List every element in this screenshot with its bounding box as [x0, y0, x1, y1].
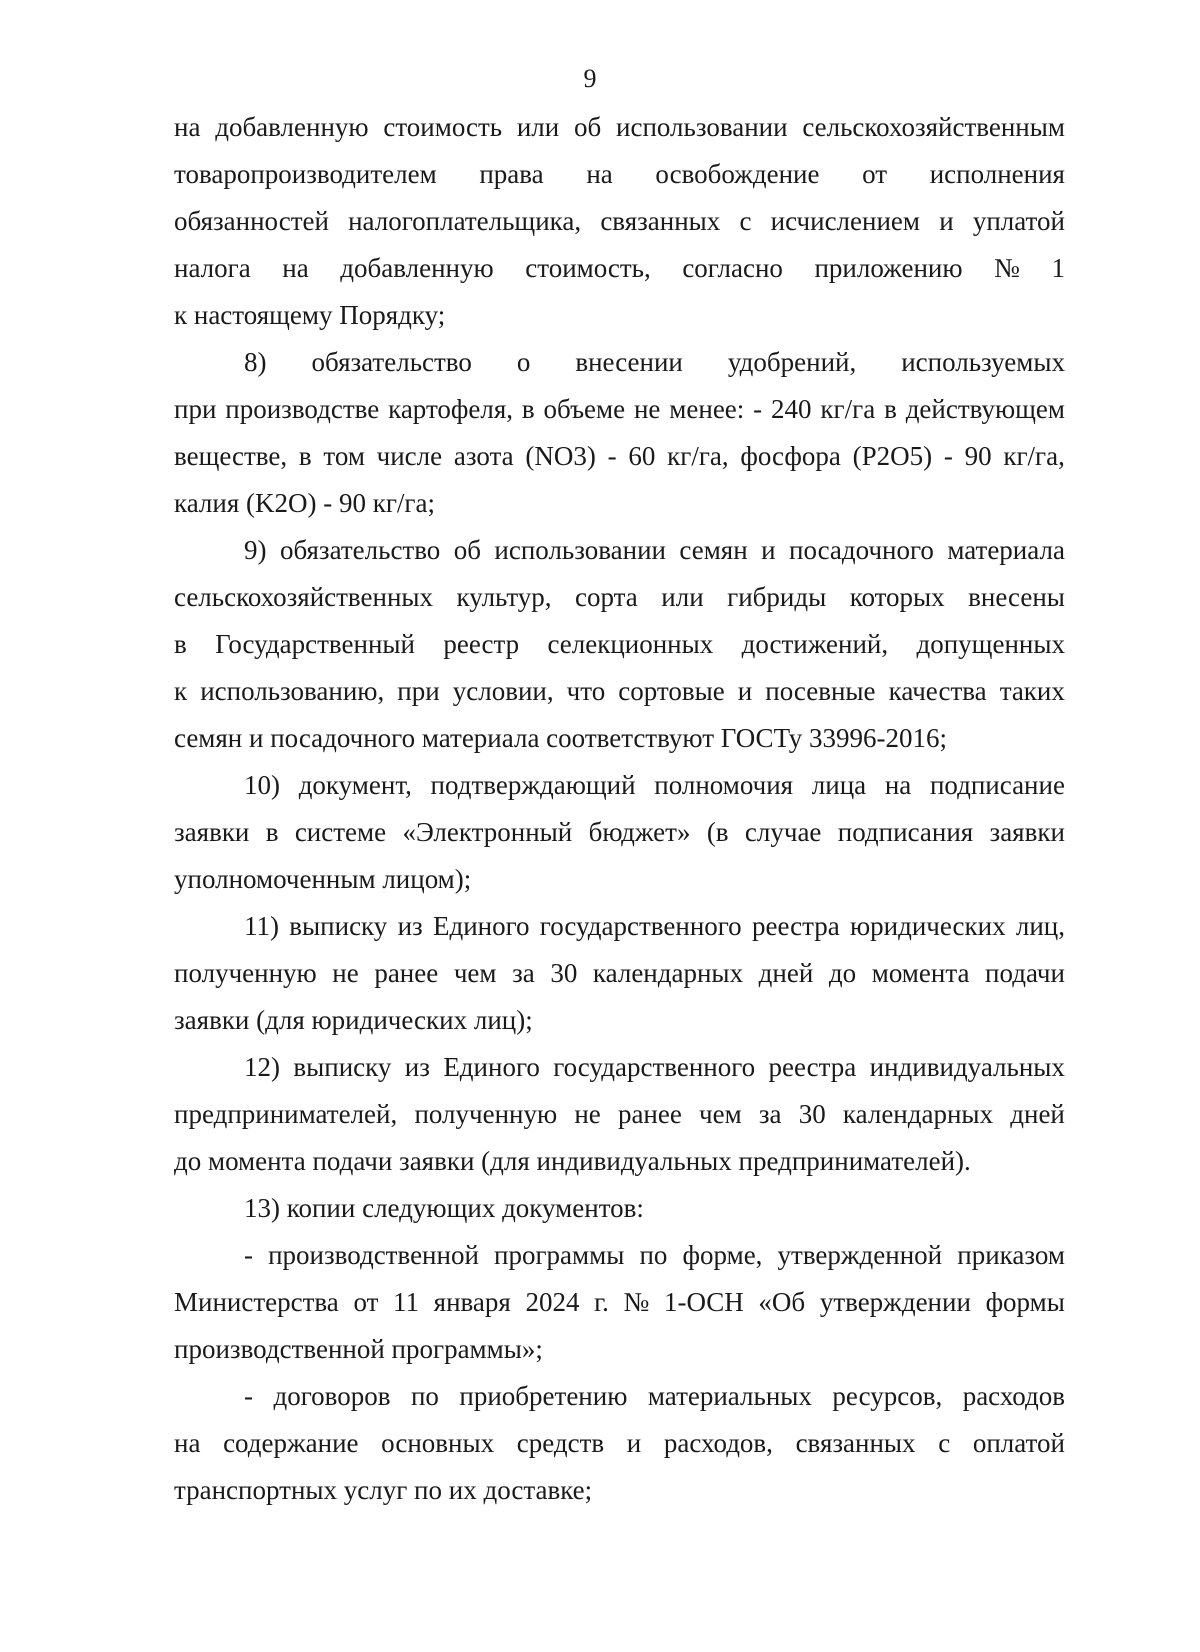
word: государственного	[539, 911, 742, 941]
word: 2024	[525, 1287, 580, 1317]
word: ресурсов,	[832, 1381, 943, 1411]
word: дней	[758, 958, 814, 988]
word: из	[404, 1052, 430, 1082]
word: внесении	[575, 347, 683, 377]
word: Единого	[443, 1052, 540, 1082]
word: календарных	[592, 958, 744, 988]
text-line: калия (K2O) - 90 кг/га;	[174, 488, 435, 518]
word: кг/га,	[667, 441, 729, 471]
word: обязательство	[279, 535, 441, 565]
word: и	[626, 1428, 642, 1458]
word: средств	[516, 1428, 605, 1458]
page-number: 9	[583, 64, 597, 93]
word: заявки	[174, 817, 250, 847]
text-line	[174, 245, 1065, 292]
word: которых	[849, 582, 945, 612]
word: стоимость,	[525, 253, 651, 283]
word: фосфора	[740, 441, 841, 471]
word: что	[566, 676, 606, 706]
text-line: до момента подачи заявки (для индивидуальных предпринимателей).	[174, 1146, 971, 1176]
word: исчислением	[770, 206, 920, 236]
word: -	[607, 441, 617, 471]
word: налога	[174, 253, 251, 283]
word: материальных	[647, 1381, 812, 1411]
text-line: семян и посадочного материала соответствуют ГОСТу 33996-2016;	[174, 723, 947, 753]
word: в	[521, 394, 535, 424]
word: согласно	[682, 253, 783, 283]
word: утвержденной	[777, 1240, 943, 1270]
word: чем	[453, 958, 497, 988]
word: ранее	[617, 1099, 682, 1129]
word: форме,	[682, 1240, 763, 1270]
text-line	[174, 151, 1065, 198]
word: гибриды	[727, 582, 827, 612]
text-line	[174, 621, 1065, 668]
text-line: 13) копии следующих документов:	[244, 1193, 644, 1223]
word: по	[410, 1381, 439, 1411]
text-line	[174, 668, 1065, 715]
word: полученную	[174, 958, 317, 988]
text-line	[174, 1091, 1065, 1138]
word: том	[323, 441, 365, 471]
word: -	[244, 1240, 253, 1270]
word: 240	[771, 394, 812, 424]
word: основных	[381, 1428, 495, 1458]
word: №	[994, 253, 1020, 283]
word: и	[761, 535, 776, 565]
word: товаропроизводителем	[174, 159, 437, 189]
word: обязанностей	[174, 206, 329, 236]
text-line	[174, 386, 1065, 433]
word: содержание	[223, 1428, 359, 1458]
text-line	[174, 950, 1065, 997]
word: достижений,	[741, 629, 889, 659]
word: в	[265, 817, 279, 847]
text-line: транспортных услуг по их доставке;	[174, 1475, 593, 1505]
word: подписания	[837, 817, 974, 847]
word: формы	[985, 1287, 1065, 1317]
word: -	[244, 1381, 253, 1411]
word: внесены	[968, 582, 1065, 612]
word: 9)	[244, 535, 267, 565]
word: об	[453, 535, 481, 565]
word: качества	[888, 676, 987, 706]
word: использованию,	[200, 676, 385, 706]
text-line	[174, 198, 1065, 245]
word: 11)	[244, 911, 279, 941]
word: заявки	[989, 817, 1065, 847]
word: на	[174, 1428, 201, 1458]
word: азота	[453, 441, 514, 471]
word: в	[174, 629, 187, 659]
word: с	[739, 206, 752, 236]
word: «Об	[758, 1287, 806, 1317]
text-line	[174, 1044, 1065, 1091]
word: лиц,	[1015, 911, 1065, 941]
word: выписку	[289, 911, 388, 941]
word: кг/га	[820, 394, 876, 424]
word: реестра	[768, 1052, 857, 1082]
word: системе	[294, 817, 387, 847]
word: расходов	[962, 1381, 1065, 1411]
word: не	[332, 958, 359, 988]
word: полученную	[414, 1099, 558, 1129]
text-line	[174, 903, 1065, 950]
word: ранее	[374, 958, 439, 988]
word: 60	[628, 441, 656, 471]
word: материала	[947, 535, 1065, 565]
word: на	[586, 159, 613, 189]
word: сортовые	[618, 676, 725, 706]
word: не	[574, 1099, 601, 1129]
word: документ,	[298, 770, 412, 800]
word: из	[397, 911, 423, 941]
text-line	[174, 1420, 1065, 1467]
word: добавленную	[340, 253, 494, 283]
word: приказом	[957, 1240, 1065, 1270]
word: подписание	[929, 770, 1065, 800]
word: договоров	[273, 1381, 391, 1411]
word: семян	[679, 535, 748, 565]
word: в	[298, 441, 312, 471]
word: оплатой	[972, 1428, 1065, 1458]
word: сельскохозяйственным	[802, 112, 1065, 142]
word: января	[433, 1287, 511, 1317]
word: от	[862, 159, 888, 189]
text-line: уполномоченным лицом);	[174, 864, 472, 894]
word: №	[623, 1287, 650, 1317]
word: о	[516, 347, 531, 377]
word: не	[633, 394, 661, 424]
word: посадочного	[789, 535, 934, 565]
word: программы	[494, 1240, 625, 1270]
word: чем	[699, 1099, 742, 1129]
word: приложению	[814, 253, 963, 283]
word: 1	[1051, 253, 1065, 283]
word: кг/га,	[1003, 441, 1065, 471]
word: 10)	[244, 770, 280, 800]
text-line: производственной программы»;	[174, 1334, 543, 1364]
word: подачи	[985, 958, 1065, 988]
text-line	[174, 574, 1065, 621]
word: в	[884, 394, 897, 424]
word: 30	[550, 958, 578, 988]
word: сельскохозяйственных	[174, 582, 434, 612]
word: -	[753, 394, 763, 424]
word: использовании	[616, 112, 788, 142]
word: «Электронный	[402, 817, 573, 847]
word: приобретению	[459, 1381, 628, 1411]
word: государственного	[553, 1052, 756, 1082]
word: налогоплательщика,	[348, 206, 582, 236]
word: Министерства	[174, 1287, 339, 1317]
text-line	[174, 1232, 1065, 1279]
word: при	[397, 676, 440, 706]
word: 11	[393, 1287, 420, 1317]
word: обязательство	[311, 347, 472, 377]
word: исполнения	[929, 159, 1065, 189]
word: культур,	[456, 582, 552, 612]
word: до	[828, 958, 857, 988]
word: календарных	[842, 1099, 994, 1129]
word: бюджет»	[588, 817, 691, 847]
word: реестра	[751, 911, 840, 941]
text-line	[174, 433, 1065, 480]
word: использовании	[494, 535, 666, 565]
word: (P2O5)	[852, 441, 933, 471]
text-line	[174, 104, 1065, 151]
word: юридических	[850, 911, 1006, 941]
word: (в	[706, 817, 729, 847]
word: посевные	[765, 676, 876, 706]
word: объеме	[543, 394, 626, 424]
word: числе	[376, 441, 443, 471]
text-line	[174, 1279, 1065, 1326]
word: 8)	[244, 347, 267, 377]
word: момента	[871, 958, 970, 988]
word: по	[639, 1240, 668, 1270]
word: производственной	[268, 1240, 479, 1270]
word: 12)	[244, 1052, 280, 1082]
text-line	[174, 809, 1065, 856]
word: уплатой	[972, 206, 1065, 236]
word: сорта	[575, 582, 638, 612]
text-line	[174, 527, 1065, 574]
word: при	[174, 394, 217, 424]
text-line: к настоящему Порядку;	[174, 300, 446, 330]
word: права	[479, 159, 544, 189]
word: производстве	[225, 394, 380, 424]
word: связанных	[795, 1428, 916, 1458]
word: на	[884, 770, 912, 800]
word: используемых	[901, 347, 1065, 377]
word: утверждении	[819, 1287, 971, 1317]
word: г.	[594, 1287, 609, 1317]
word: дней	[1010, 1099, 1065, 1129]
text-line	[174, 762, 1065, 809]
word: и	[939, 206, 954, 236]
word: случае	[744, 817, 822, 847]
word: (NO3)	[525, 441, 596, 471]
word: за	[758, 1099, 782, 1129]
word: реестр	[443, 629, 520, 659]
word: подтверждающий	[430, 770, 636, 800]
word: или	[661, 582, 704, 612]
word: связанных	[600, 206, 721, 236]
text-line: заявки (для юридических лиц);	[174, 1005, 533, 1035]
text-line	[174, 1373, 1065, 1420]
word: добавленную	[215, 112, 369, 142]
word: полномочия	[654, 770, 794, 800]
word: к	[174, 676, 188, 706]
word: об	[574, 112, 602, 142]
word: -	[943, 441, 953, 471]
word: 30	[798, 1099, 826, 1129]
word: веществе,	[174, 441, 288, 471]
word: за	[512, 958, 535, 988]
word: предпринимателей,	[174, 1099, 398, 1129]
document-body	[174, 104, 1065, 1514]
word: действующем	[905, 394, 1065, 424]
text-line	[174, 339, 1065, 386]
word: и	[737, 676, 753, 706]
word: выписку	[293, 1052, 392, 1082]
word: Единого	[432, 911, 530, 941]
word: 90	[964, 441, 992, 471]
word: освобождение	[655, 159, 820, 189]
word: расходов,	[663, 1428, 773, 1458]
word: условии,	[452, 676, 554, 706]
word: удобрений,	[727, 347, 857, 377]
word: таких	[999, 676, 1065, 706]
word: на	[282, 253, 309, 283]
word: на	[174, 112, 201, 142]
word: менее:	[669, 394, 745, 424]
word: 1-ОСН	[663, 1287, 744, 1317]
word: с	[938, 1428, 951, 1458]
word: картофеля,	[388, 394, 514, 424]
word: от	[353, 1287, 379, 1317]
word: селекционных	[547, 629, 714, 659]
word: индивидуальных	[869, 1052, 1065, 1082]
word: допущенных	[916, 629, 1065, 659]
word: или	[516, 112, 560, 142]
word: стоимость	[383, 112, 503, 142]
word: Государственный	[215, 629, 415, 659]
word: лица	[811, 770, 867, 800]
